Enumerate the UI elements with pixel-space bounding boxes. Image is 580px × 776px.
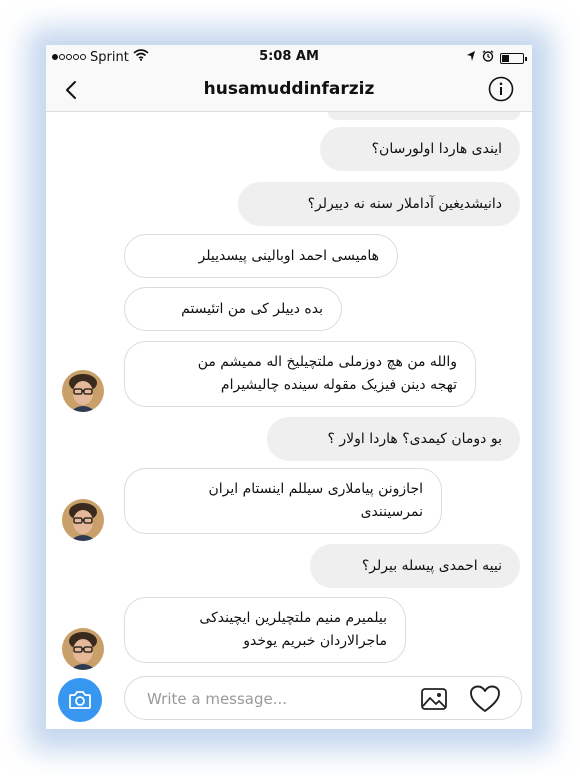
message-bubble-outgoing[interactable] [320, 127, 520, 171]
message-bubble-incoming[interactable] [124, 341, 476, 407]
camera-button[interactable] [58, 678, 102, 722]
message-thread[interactable] [46, 112, 532, 674]
message-bubble-incoming[interactable] [124, 287, 342, 331]
message-text: ایندی هاردا اولورسان؟ [371, 140, 502, 157]
message-bubble-outgoing[interactable] [238, 182, 520, 226]
message-bubble-partial [328, 112, 520, 120]
message-text: نییه احمدی پیسله بیرلر؟ [361, 557, 502, 574]
info-icon [488, 76, 514, 102]
gallery-button[interactable] [419, 685, 449, 713]
message-text: هامیسی احمد اوبالینی پیسدییلر [198, 247, 379, 264]
message-text: ماجرالاردان خبریم یوخدو [243, 633, 387, 649]
message-text: بده دییلر کی من اتئیستم [181, 300, 323, 317]
image-icon [419, 685, 449, 713]
camera-icon [68, 690, 92, 710]
chat-title[interactable]: husamuddinfarziz [203, 79, 375, 99]
heart-icon [469, 684, 501, 714]
message-text: بیلمیرم منیم ملتچیلرین ایچیندکی [199, 610, 387, 626]
message-bubble-incoming[interactable] [124, 597, 406, 663]
message-input[interactable] [147, 688, 387, 710]
message-text: دانیشدیغین آداملار سنه نه دییرلر؟ [307, 195, 502, 212]
avatar[interactable] [62, 628, 104, 670]
message-text: نمرسینندی [360, 504, 423, 520]
message-bubble-outgoing[interactable] [310, 544, 520, 588]
message-bubble-outgoing[interactable] [267, 417, 520, 461]
status-right [466, 50, 524, 66]
info-button[interactable] [488, 76, 514, 102]
chat-header [46, 69, 532, 112]
avatar[interactable] [62, 370, 104, 412]
message-bubble-incoming[interactable] [124, 468, 442, 534]
status-time: 5:08 AM [259, 49, 319, 64]
battery-level [502, 55, 509, 62]
alarm-icon [482, 50, 494, 66]
message-text: تهجه دینن فیزیک مقوله سینده چالیشیرام [220, 377, 457, 393]
message-bubble-incoming[interactable] [124, 234, 398, 278]
status-bar [46, 45, 532, 69]
message-composer [46, 675, 532, 729]
message-text: اجازونن پیاملاری سیللم اینستام ایران [208, 481, 423, 497]
message-field[interactable] [124, 676, 522, 720]
avatar[interactable] [62, 499, 104, 541]
location-icon [466, 50, 476, 66]
message-text: والله من هچ دوزملی ملتچیلیخ اله ممیشم من [197, 354, 457, 370]
message-text: بو دومان کیمدی؟ هاردا اولار ؟ [327, 430, 502, 447]
phone-screen [46, 45, 532, 729]
like-button[interactable] [469, 684, 501, 714]
carrier-label: Sprint [90, 49, 129, 65]
battery-icon [500, 53, 524, 64]
